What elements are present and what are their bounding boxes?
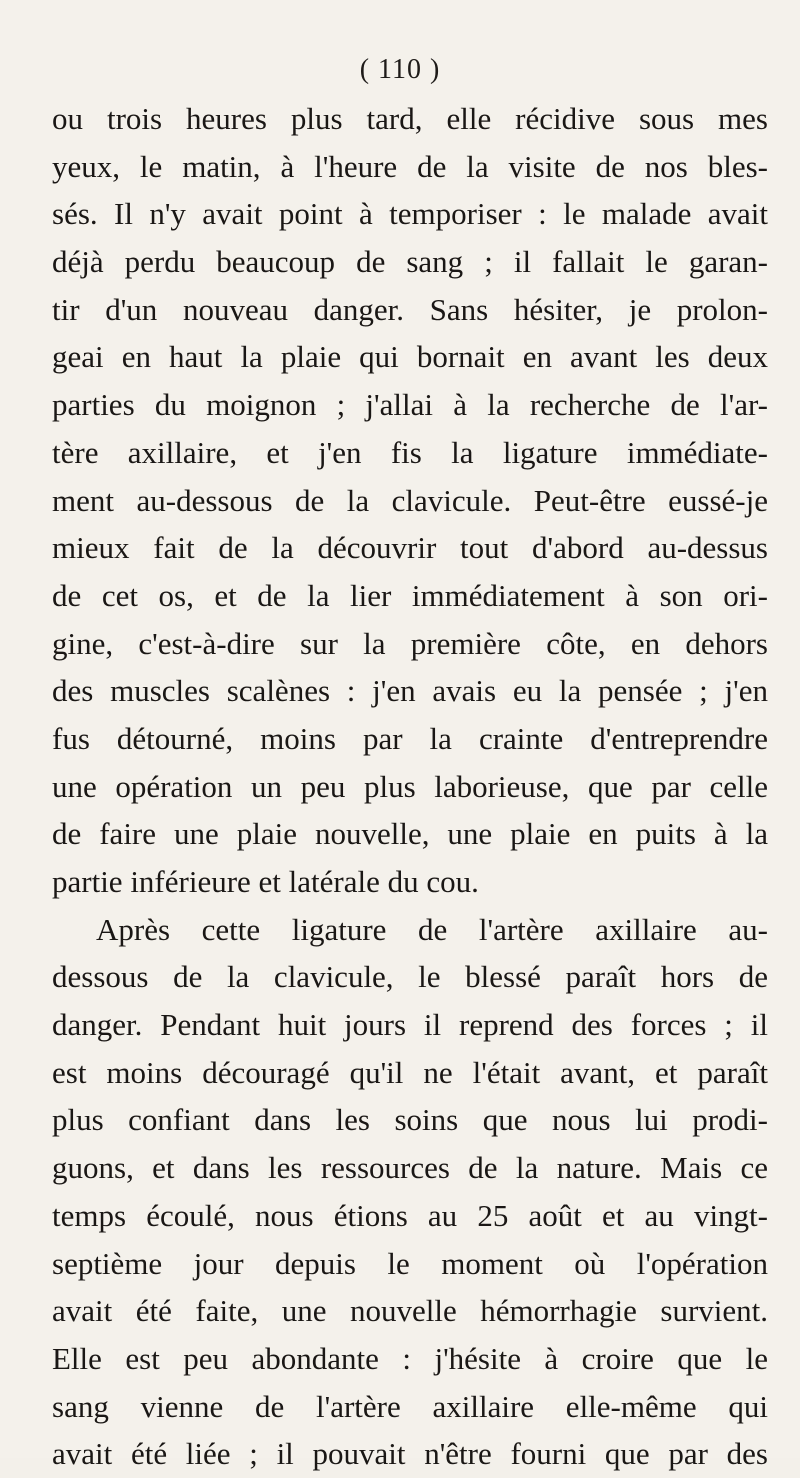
text-line: parties du moignon ; j'allai à la recherche de l'ar- [52,387,768,423]
text-line: avait été liée ; il pouvait n'être fourni que par des [52,1436,768,1472]
text-line: Elle est peu abondante : j'hésite à croire que le [52,1340,768,1376]
text-line: yeux, le matin, à l'heure de la visite de nos bles- [52,148,768,184]
text-line: gine, c'est-à-dire sur la première côte, en dehors [52,625,768,661]
text-line: de cet os, et de la lier immédiatement à son ori- [52,577,768,613]
text-line: tère axillaire, et j'en fis la ligature immédiate- [52,434,768,470]
text-line: avait été faite, une nouvelle hémorrhagie survient. [52,1293,768,1329]
text-line: de faire une plaie nouvelle, une plaie en puits à la [52,816,768,852]
text-line: partie inférieure et latérale du cou. [52,864,479,899]
text-line: dessous de la clavicule, le blessé paraît hors de [52,959,768,995]
text-line: des muscles scalènes : j'en avais eu la pensée ; j'en [52,673,768,709]
text-line: est moins découragé qu'il ne l'était avant, et paraît [52,1054,768,1090]
text-line: danger. Pendant huit jours il reprend des forces ; il [52,1007,768,1043]
text-line: geai en haut la plaie qui bornait en avant les deux [52,339,768,375]
text-line: Après cette ligature de l'artère axillaire au- [96,911,768,947]
text-line: ou trois heures plus tard, elle récidive sous mes [52,101,768,136]
text-line: septième jour depuis le moment où l'opération [52,1245,768,1281]
text-line: guons, et dans les ressources de la nature. Mais ce [52,1150,768,1186]
text-line: fus détourné, moins par la crainte d'entreprendre [52,720,768,756]
text-line: sés. Il n'y avait point à temporiser : le malade avait [52,196,768,232]
text-line: déjà perdu beaucoup de sang ; il fallait le garan- [52,244,768,280]
text-line: ment au-dessous de la clavicule. Peut-être eussé-je [52,482,768,518]
text-line: sang vienne de l'artère axillaire elle-même qui [52,1388,768,1424]
text-line: tir d'un nouveau danger. Sans hésiter, je prolon- [52,291,768,327]
page-number: ( 110 ) [359,54,441,85]
text-line: mieux fait de la découvrir tout d'abord au-dessus [52,530,768,566]
body-text [52,95,768,1478]
text-line: temps écoulé, nous étions au 25 août et au vingt- [52,1197,768,1233]
text-line: une opération un peu plus laborieuse, que par celle [52,768,768,804]
text-line: plus confiant dans les soins que nous lui prodi- [52,1102,768,1138]
